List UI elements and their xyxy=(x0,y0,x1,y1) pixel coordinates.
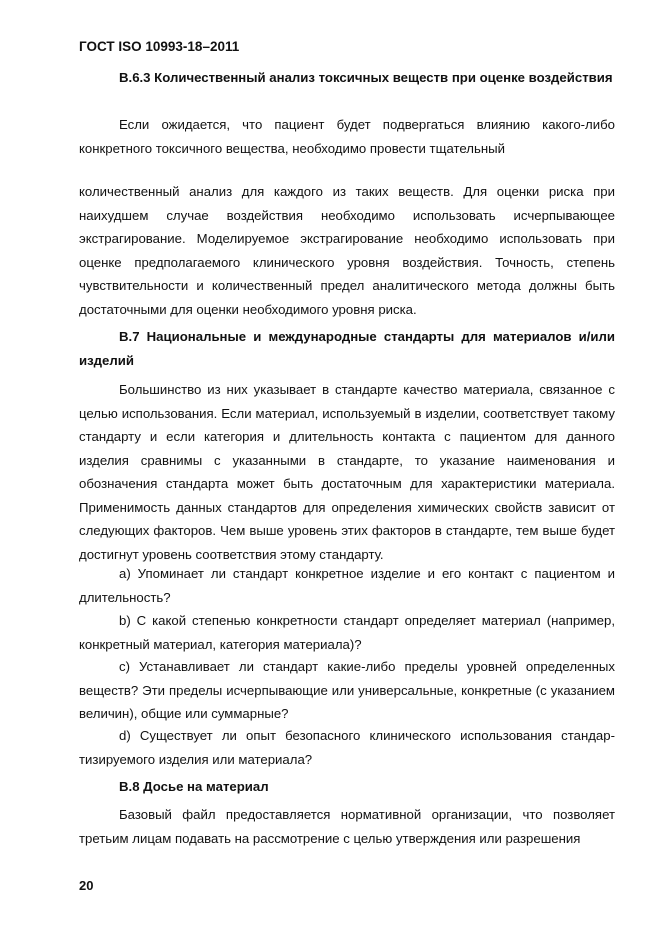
section-heading-b63: В.6.3 Количественный анализ токсичных веществ при оценке воздействия xyxy=(119,70,613,85)
paragraph-b7: Большинство из них указывает в стандарте качество материала, связанное с целью использования. Если материал, используемый в изделии, соответствует такому стандарту и если категория и длительность контакта с пациентом для данного изделия сравнимы с указанными в стандарте, то указание наименования и обозначения стандарта может быть достаточным для характеристики материала. Применимость данных стандартов для определения химических свойств зависит от следующих факторов. Чем выше уровень этих факторов в стандарте, тем выше будет достигнут уровень соответствия этому стандарту. xyxy=(79,382,615,562)
list-item-a: а) Упоминает ли стандарт конкретное изделие и его контакт с пациентом и длительность? xyxy=(79,566,615,605)
list-item-b: b) С какой степенью конкретности стандарт определяет материал (например, конкретный материал, категория материала)? xyxy=(79,613,615,652)
document-header: ГОСТ ISO 10993-18–2011 xyxy=(79,39,240,54)
list-item-c: c) Устанавливает ли стандарт какие-либо пределы уровней определенных веществ? Эти пределы исчерпывающие или универсальные, конкретные (с указанием величин), общие или суммарные? xyxy=(79,659,615,721)
section-heading-b8: В.8 Досье на материал xyxy=(119,779,269,794)
paragraph-b63-part2: количественный анализ для каждого из таких веществ. Для оценки риска при наихудшем случае воздействия необходимо использовать исчерпывающее экстрагирование. Моделируемое экстрагирование необходимо использовать при оценке предполагаемого клинического уровня воздействия. Точность, степень чувствительности и количественный предел аналитического метода должны быть достаточными для оценки необходимого уровня риска. xyxy=(79,184,615,317)
page-number: 20 xyxy=(79,878,94,893)
list-item-d: d) Существует ли опыт безопасного клинического использования стандар-тизируемого изделия или материала? xyxy=(79,728,615,767)
paragraph-b63-part1: Если ожидается, что пациент будет подвергаться влиянию какого-либо конкретного токсичного вещества, необходимо провести тщательный xyxy=(79,117,615,156)
section-heading-b7: В.7 Национальные и международные стандарты для материалов и/или изделий xyxy=(79,329,615,368)
paragraph-b8: Базовый файл предоставляется нормативной организации, что позволяет третьим лицам подавать на рассмотрение с целью утверждения или разрешения xyxy=(79,807,615,846)
